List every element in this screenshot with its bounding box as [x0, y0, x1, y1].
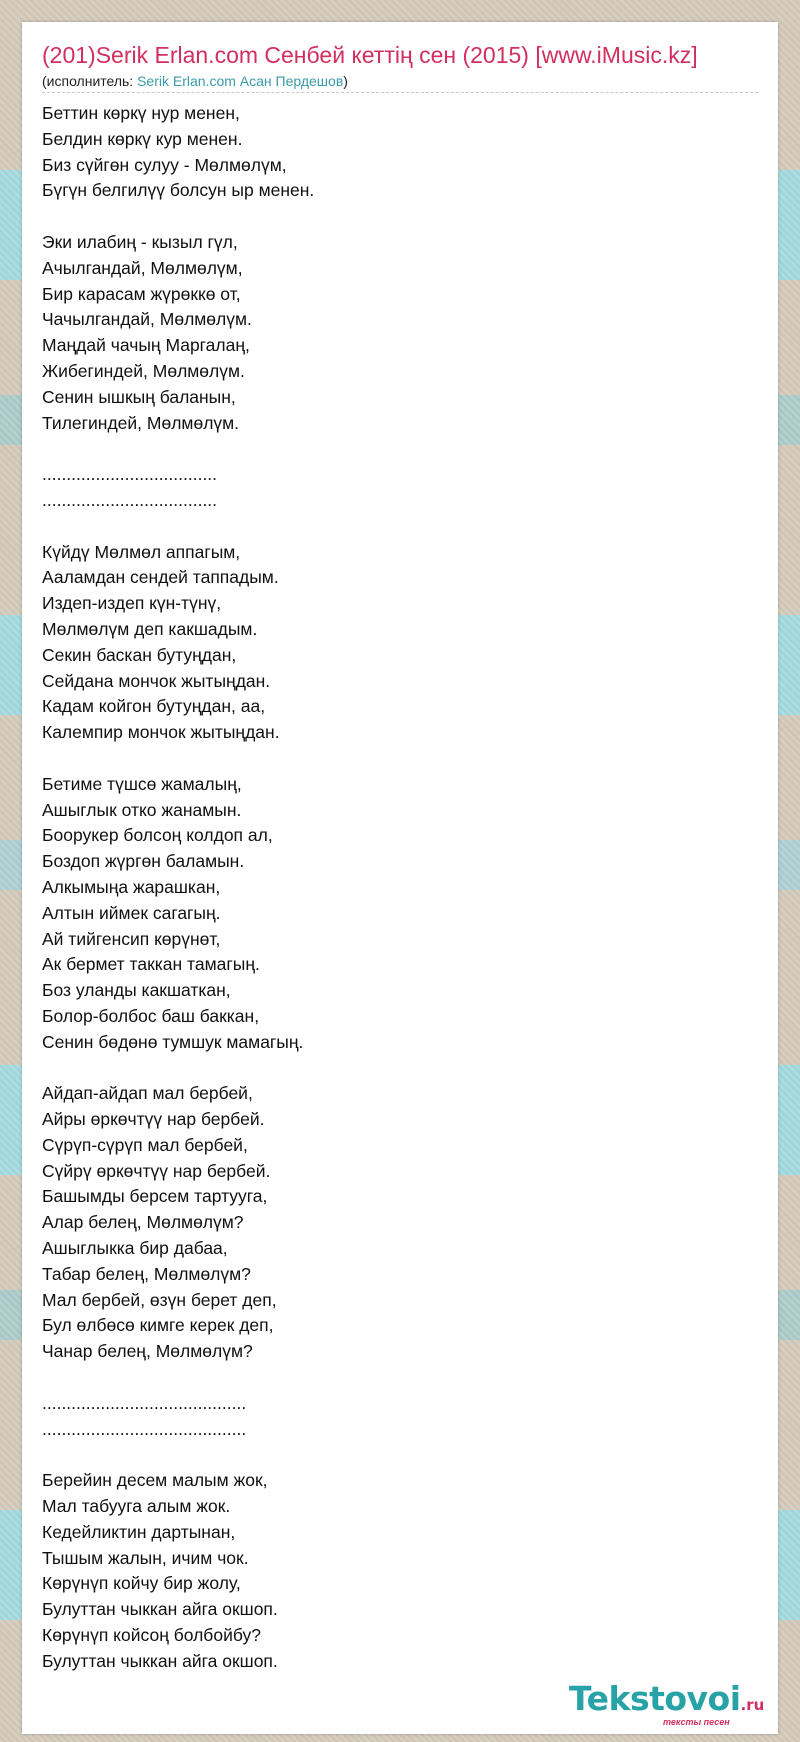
lyric-line: [42, 746, 742, 772]
lyric-line: Айры өркөчтүү нар бербей.: [42, 1109, 265, 1130]
lyric-line: Тышым жалын, ичим чок.: [42, 1547, 249, 1568]
lyric-line: Көрүнүп койчу бир жолу,: [42, 1573, 241, 1594]
lyric-line: Бир карасам жүрөккө от,: [42, 283, 241, 304]
lyric-line: Бетиме түшсө жамалың,: [42, 773, 242, 794]
lyric-line: Алкымыңа жарашкан,: [42, 876, 221, 897]
lyric-line: Табар белең, Мөлмөлүм?: [42, 1263, 251, 1284]
lyric-line: Белдин көркү кур менен.: [42, 128, 243, 149]
artist-line: [42, 73, 348, 89]
lyric-line: ....................................: [42, 489, 218, 510]
lyric-line: Сенин ышкың баланын,: [42, 386, 236, 407]
lyric-line: Ачылгандай, Мөлмөлүм,: [42, 257, 243, 278]
lyric-line: ..........................................: [42, 1392, 247, 1413]
lyric-line: Булуттан чыккан айга окшоп.: [42, 1650, 278, 1671]
lyric-line: Мал табууга алым жок.: [42, 1496, 231, 1517]
lyric-line: Маңдай чачың Маргалаң,: [42, 335, 250, 356]
lyric-line: Секин баскан бутуңдан,: [42, 644, 237, 665]
lyric-line: Ашыглыкка бир дабаа,: [42, 1238, 228, 1259]
title-divider: [42, 92, 758, 93]
logo-name: Tekstovoi: [569, 1679, 741, 1718]
content-panel: [22, 22, 778, 1734]
lyric-line: Боорукер болсоң колдоп ал,: [42, 825, 273, 846]
lyric-line: Издеп-издеп күн-түнү,: [42, 593, 222, 614]
lyric-line: Сенин бөдөнө тумшук мамагың.: [42, 1031, 304, 1052]
lyric-line: Мал бербей, өзүн берет деп,: [42, 1289, 277, 1310]
lyric-line: [42, 1055, 742, 1081]
lyric-line: Беттин көркү нур менен,: [42, 103, 240, 123]
lyric-line: Чачылгандай, Мөлмөлүм.: [42, 309, 252, 330]
lyric-line: [42, 204, 742, 230]
lyric-line: Кадам койгон бутуңдан, аа,: [42, 696, 266, 717]
lyric-line: Эки илабиң - кызыл гүл,: [42, 231, 238, 252]
lyric-line: Башымды берсем тартууга,: [42, 1186, 268, 1207]
lyric-line: Сүйрү өркөчтүү нар бербей.: [42, 1160, 271, 1181]
lyric-line: Тилегиндей, Мөлмөлүм.: [42, 412, 240, 433]
lyric-line: Айдап-айдап мал бербей,: [42, 1083, 253, 1104]
artist-link-2[interactable]: Асан Пердешов: [239, 73, 344, 89]
lyric-line: Ай тийгенсип көрүнөт,: [42, 928, 221, 949]
lyric-line: Калемпир мончок жытыңдан.: [42, 722, 280, 743]
lyric-line: Боз уланды какшаткан,: [42, 980, 231, 1001]
lyric-line: Булуттан чыккан айга окшоп.: [42, 1599, 278, 1620]
lyric-line: Бүгүн белгилүү болсун ыр менен.: [42, 180, 315, 201]
lyric-line: ....................................: [42, 464, 218, 485]
lyric-line: [42, 1365, 742, 1391]
lyric-line: Күйдү Мөлмөл аппагым,: [42, 541, 241, 562]
lyric-line: Боздоп жүргөн баламын.: [42, 851, 245, 872]
logo-tld: .ru: [740, 1696, 765, 1714]
lyric-line: Ак бермет таккан тамагың.: [42, 954, 260, 975]
lyric-line: Биз сүйгөн сулуу - Мөлмөлүм,: [42, 154, 287, 175]
site-logo[interactable]: [569, 1679, 779, 1727]
lyric-line: Алтын иймек сагагың.: [42, 902, 221, 923]
lyric-line: Сүрүп-сүрүп мал бербей,: [42, 1134, 248, 1155]
song-title: (201)Serik Erlan.com Сенбей кеттің сен (2015) [www.iMusic.kz]: [42, 42, 698, 68]
lyric-line: Кедейликтин дартынан,: [42, 1521, 236, 1542]
lyric-line: [42, 514, 742, 540]
lyric-line: Ааламдан сендей таппадым.: [42, 567, 279, 588]
lyric-line: Мөлмөлүм деп какшадым.: [42, 618, 258, 639]
lyric-line: Ашыглык отко жанамын.: [42, 799, 242, 820]
lyric-line: Алар белең, Мөлмөлүм?: [42, 1212, 244, 1233]
artist-link-1[interactable]: Serik Erlan.com: [137, 73, 236, 89]
lyric-line: Бул өлбөсө кимге керек деп,: [42, 1315, 274, 1336]
lyrics-text: [42, 101, 742, 1675]
artist-prefix: (исполнитель:: [42, 73, 138, 89]
lyric-line: Көрүнүп койсоң болбойбу?: [42, 1625, 261, 1646]
lyric-line: Чанар белең, Мөлмөлүм?: [42, 1341, 253, 1362]
lyric-line: Болор-болбос баш баккан,: [42, 1005, 260, 1026]
lyric-line: Берейин десем малым жок,: [42, 1470, 268, 1491]
lyric-line: [42, 436, 742, 462]
lyric-line: ..........................................: [42, 1418, 247, 1439]
lyric-line: Жибегиндей, Мөлмөлүм.: [42, 360, 245, 381]
lyric-line: Сейдана мончок жытыңдан.: [42, 670, 271, 691]
artist-suffix: ): [343, 73, 348, 89]
logo-tagline: тексты песен: [663, 1717, 730, 1727]
lyric-line: [42, 1442, 742, 1468]
